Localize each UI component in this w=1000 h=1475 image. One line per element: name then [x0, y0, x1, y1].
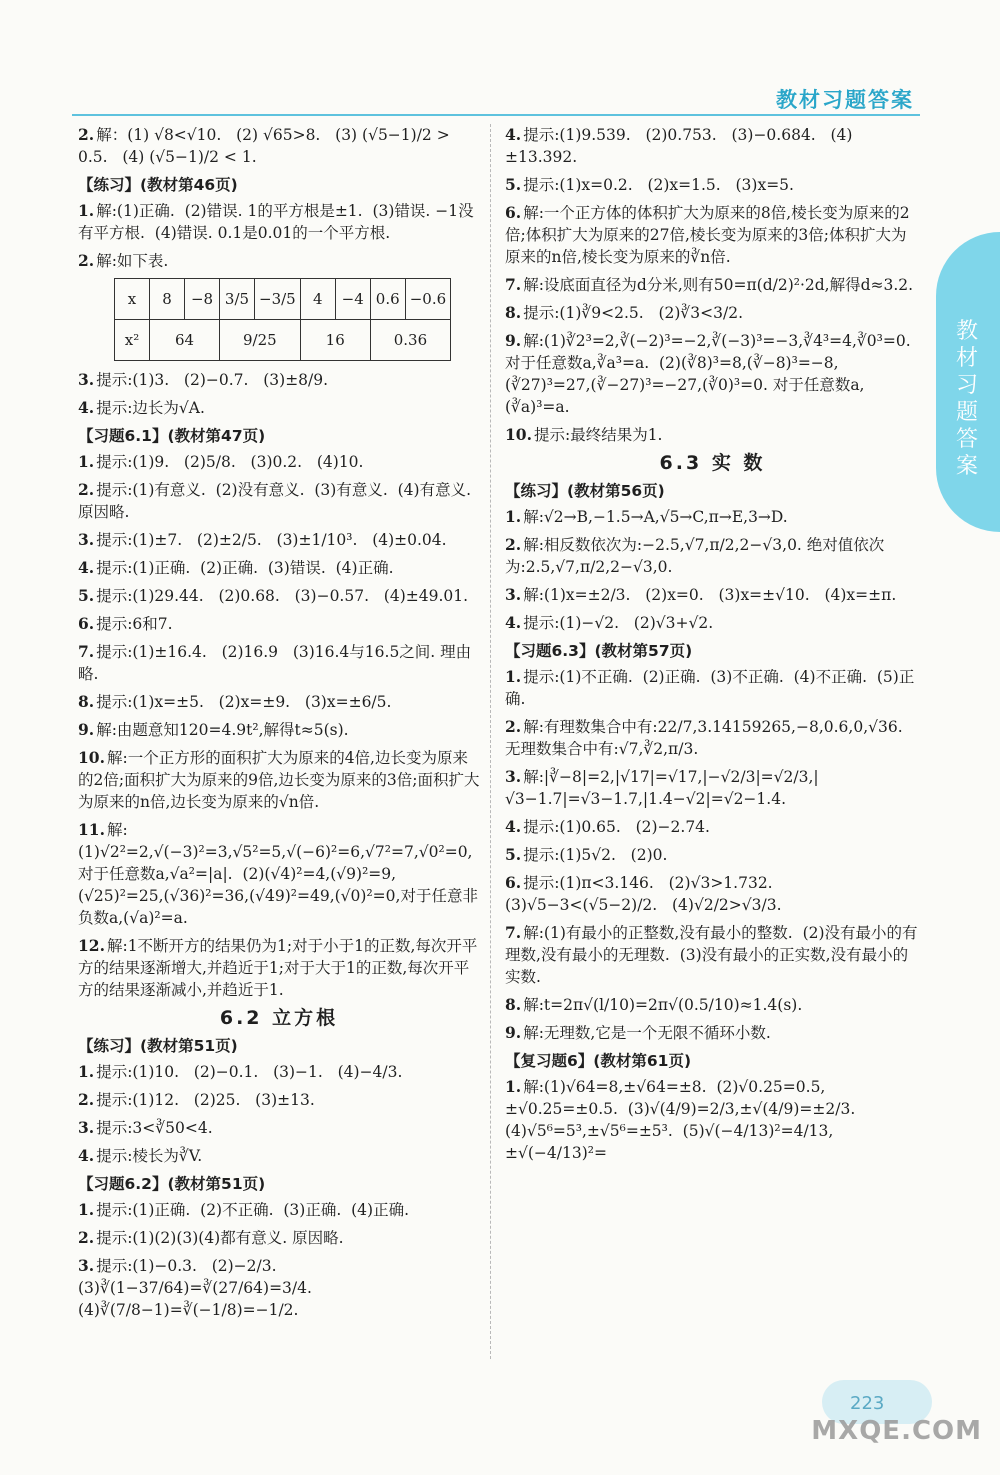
item-number: 11.	[78, 820, 105, 839]
item-number: 10.	[505, 425, 532, 444]
left-column	[78, 124, 480, 1327]
item-number: 4.	[78, 1146, 95, 1165]
section-heading: 【习题6.1】(教材第47页)	[78, 427, 266, 445]
table-cell: 8	[150, 279, 185, 320]
item-number: 3.	[78, 1118, 95, 1137]
item-number: 3.	[78, 1256, 95, 1275]
item-number: 1.	[505, 667, 522, 686]
table-cell: 4	[300, 279, 335, 320]
answer-item	[78, 1117, 480, 1139]
item-number: 6.	[505, 873, 522, 892]
section-heading: 【复习题6】(教材第61页)	[505, 1052, 692, 1070]
header-title: 教材习题答案	[776, 88, 914, 112]
right-column	[505, 124, 920, 1170]
item-number: 8.	[505, 303, 522, 322]
item-text: 解:无理数,它是一个无限不循环小数.	[523, 1024, 771, 1042]
table-cell: −0.6	[405, 279, 450, 320]
item-text: 解:(1)x=±2/3. (2)x=0. (3)x=±√10. (4)x=±π.	[523, 586, 897, 604]
item-text: 提示:(1)正确. (2)不正确. (3)正确. (4)正确.	[96, 1201, 410, 1219]
item-text: 提示:(1)±7. (2)±2/5. (3)±1/10³. (4)±0.04.	[96, 531, 447, 549]
item-text: 提示:(1)12. (2)25. (3)±13.	[96, 1091, 315, 1109]
item-number: 5.	[78, 586, 95, 605]
item-text: 提示:(1)有意义. (2)没有意义. (3)有意义. (4)有意义. 原因略.	[78, 481, 476, 521]
item-number: 1.	[505, 1077, 522, 1096]
side-tab-label: 教材习题答案	[955, 319, 978, 479]
item-number: 1.	[78, 452, 95, 471]
item-number: 4.	[505, 613, 522, 632]
answer-item	[78, 641, 480, 685]
answer-item	[505, 994, 920, 1016]
square-table	[114, 278, 451, 361]
item-text: 解:一个正方形的面积扩大为原来的4倍,边长变为原来的2倍;面积扩大为原来的9倍,边长变为原来的3倍;面积扩大为原来的n倍,边长变为原来的√n倍.	[78, 749, 480, 811]
answer-item	[505, 506, 920, 528]
answer-item	[78, 1255, 480, 1321]
item-number: 5.	[505, 175, 522, 194]
item-text: 提示:边长为√A.	[96, 399, 205, 417]
item-number: 1.	[78, 201, 95, 220]
section-heading: 【习题6.3】(教材第57页)	[505, 642, 693, 660]
item-text: 解:1不断开方的结果仍为1;对于小于1的正数,每次开平方的结果逐渐增大,并趋近于1;对于大于1的正数,每次开平方的结果逐渐减小,并趋近于1.	[78, 937, 478, 999]
item-number: 4.	[505, 817, 522, 836]
answer-item	[505, 202, 920, 268]
item-number: 9.	[78, 720, 95, 739]
item-text: 解:√2→B,−1.5→A,√5→C,π→E,3→D.	[523, 508, 788, 526]
item-text: 提示:(1)−0.3. (2)−2/3. (3)∛(1−37/64)=∛(27/64)=3/4. (4)∛(7/8−1)=∛(−1/8)=−1/2.	[78, 1257, 327, 1319]
item-text: 解:(1)√2²=2,√(−3)²=3,√5²=5,√(−6)²=6,√7²=7,√0²=0,对于任意数a,√a²=|a|. (2)(√4)²=4,(√9)²=9,(√25)²=25,(√36)²=36,(√49)²=49,(√0)²=0,对于任意非负数a,(√a)²=a.	[78, 821, 478, 927]
section-heading: 【练习】(教材第46页)	[78, 176, 238, 194]
answer-item	[78, 1145, 480, 1167]
answer-item	[505, 612, 920, 634]
table-cell: −8	[185, 279, 220, 320]
item-text: 解:(1)√64=8,±√64=±8. (2)√0.25=0.5,±√0.25=±0.5. (3)√(4/9)=2/3,±√(4/9)=±2/3. (4)√5⁶=5³,±√5⁶=±5³. (5)√(−4/13)²=4/13,±√(−4/13)²=	[505, 1078, 866, 1162]
item-number: 3.	[505, 767, 522, 786]
item-text: 提示:(1)(2)(3)(4)都有意义. 原因略.	[96, 1229, 344, 1247]
item-text: 解:|∛−8|=2,|√17|=√17,|−√2/3|=√2/3,|√3−1.7|=√3−1.7,|1.4−√2|=√2−1.4.	[505, 768, 819, 808]
answer-item	[505, 666, 920, 710]
item-text: 提示:6和7.	[96, 615, 173, 633]
item-number: 6.	[505, 203, 522, 222]
item-text: 提示:(1)不正确. (2)正确. (3)不正确. (4)不正确. (5)正确.	[505, 668, 915, 708]
section-heading: 【练习】(教材第56页)	[505, 482, 665, 500]
item-number: 8.	[78, 692, 95, 711]
item-number: 7.	[505, 923, 522, 942]
item-text: 提示:(1)±16.4. (2)16.9 (3)16.4与16.5之间. 理由略.	[78, 643, 472, 683]
item-number: 4.	[78, 558, 95, 577]
item-text: 提示:(1)5√2. (2)0.	[523, 846, 668, 864]
table-cell: 3/5	[220, 279, 255, 320]
answer-item	[505, 274, 920, 296]
chapter-title: 6.3 实 数	[659, 452, 766, 474]
answer-item	[505, 424, 920, 446]
item-text: 解:(1)有最小的正整数,没有最小的整数. (2)没有最小的有理数,没有最小的无理数. (3)没有最小的正实数,没有最小的实数.	[505, 924, 918, 986]
item-number: 9.	[505, 331, 522, 350]
answer-item	[78, 719, 480, 741]
item-number: 4.	[78, 398, 95, 417]
answer-item	[505, 330, 920, 418]
item-number: 10.	[78, 748, 105, 767]
answer-item	[78, 124, 480, 168]
answer-item	[78, 935, 480, 1001]
answer-item	[78, 613, 480, 635]
item-number: 6.	[78, 614, 95, 633]
item-text: 提示:(1)−√2. (2)√3+√2.	[523, 614, 714, 632]
item-text: 解:由题意知120=4.9t²,解得t≈5(s).	[96, 721, 349, 739]
answer-item	[78, 479, 480, 523]
table-cell: −3/5	[255, 279, 301, 320]
item-number: 7.	[78, 642, 95, 661]
table-cell: 0.6	[370, 279, 405, 320]
item-text: 提示:(1)9.539. (2)0.753. (3)−0.684. (4)±13.392.	[505, 126, 853, 166]
answer-item	[78, 451, 480, 473]
answer-item	[505, 844, 920, 866]
header-rule	[72, 114, 920, 116]
table-row	[115, 320, 451, 361]
answer-item	[78, 397, 480, 419]
item-text: 提示:3<∛50<4.	[96, 1119, 213, 1137]
item-number: 4.	[505, 125, 522, 144]
item-text: 解:(1)∛2³=2,∛(−2)³=−2,∛(−3)³=−3,∛4³=4,∛0³=0. 对于任意数a,∛a³=a. (2)(∛8)³=8,(∛−8)³=−8,(∛27)³=27,(∛−27)³=−27,(∛0)³=0. 对于任意数a,(∛a)³=a.	[505, 332, 916, 416]
answer-item	[78, 1199, 480, 1221]
item-number: 1.	[505, 507, 522, 526]
item-number: 3.	[505, 585, 522, 604]
item-text: 提示:(1)x=0.2. (2)x=1.5. (3)x=5.	[523, 176, 794, 194]
answer-item	[505, 124, 920, 168]
item-number: 3.	[78, 530, 95, 549]
answer-item	[505, 816, 920, 838]
section-heading: 【练习】(教材第51页)	[78, 1037, 238, 1055]
answer-item	[78, 819, 480, 929]
table-cell: −4	[335, 279, 370, 320]
table-row	[115, 279, 451, 320]
item-number: 2.	[78, 1090, 95, 1109]
table-cell: x²	[115, 320, 150, 361]
item-text: 提示:(1)0.65. (2)−2.74.	[523, 818, 710, 836]
item-number: 8.	[505, 995, 522, 1014]
answer-item	[78, 557, 480, 579]
item-number: 2.	[505, 717, 522, 736]
table-cell: 0.36	[370, 320, 450, 361]
table-cell: 64	[150, 320, 220, 361]
chapter-title: 6.2 立方根	[219, 1007, 339, 1029]
item-text: 解:有理数集合中有:22/7,3.14159265,−8,0.6,0,√36. 无理数集合中有:√7,∛2,π/3.	[505, 718, 913, 758]
item-text: 提示:(1)x=±5. (2)x=±9. (3)x=±6/5.	[96, 693, 392, 711]
item-number: 2.	[78, 251, 95, 270]
page-number: 223	[850, 1393, 885, 1414]
item-text: 提示:(1)正确. (2)正确. (3)错误. (4)正确.	[96, 559, 394, 577]
answer-item	[505, 716, 920, 760]
item-text: 解:一个正方体的体积扩大为原来的8倍,棱长变为原来的2倍;体积扩大为原来的27倍,棱长变为原来的3倍;体积扩大为原来的n倍,棱长变为原来的∛n倍.	[505, 204, 910, 266]
item-text: 提示:(1)29.44. (2)0.68. (3)−0.57. (4)±49.01.	[96, 587, 469, 605]
item-text: 提示:棱长为∛V.	[96, 1147, 203, 1165]
item-text: 提示:(1)3. (2)−0.7. (3)±8/9.	[96, 371, 329, 389]
answer-item	[505, 922, 920, 988]
item-number: 7.	[505, 275, 522, 294]
item-number: 1.	[78, 1200, 95, 1219]
item-number: 2.	[78, 125, 95, 144]
watermark-logo: MXQE.COM	[811, 1416, 982, 1446]
item-number: 12.	[78, 936, 105, 955]
item-number: 9.	[505, 1023, 522, 1042]
answer-item	[505, 174, 920, 196]
item-text: 提示:(1)10. (2)−0.1. (3)−1. (4)−4/3.	[96, 1063, 403, 1081]
section-heading: 【习题6.2】(教材第51页)	[78, 1175, 266, 1193]
item-text: 提示:(1)∛9<2.5. (2)∛3<3/2.	[523, 304, 744, 322]
answer-item	[505, 1022, 920, 1044]
item-text: 解：(1) √8<√10. (2) √65>8. (3) (√5−1)/2 > 0.5. (4) (√5−1)/2 < 1.	[78, 126, 455, 166]
answer-item	[78, 1089, 480, 1111]
answer-item	[78, 369, 480, 391]
answer-item	[505, 584, 920, 606]
answer-item	[505, 872, 920, 916]
answer-item	[78, 747, 480, 813]
item-number: 3.	[78, 370, 95, 389]
item-text: 提示:最终结果为1.	[533, 426, 663, 444]
item-text: 提示:(1)π<3.146. (2)√3>1.732. (3)√5−3<(√5−2)/2. (4)√2/2>√3/3.	[505, 874, 788, 914]
answer-item	[78, 529, 480, 551]
table-cell: 16	[300, 320, 370, 361]
item-number: 2.	[78, 480, 95, 499]
column-divider	[490, 124, 491, 1359]
answer-item	[78, 1227, 480, 1249]
answer-item	[505, 534, 920, 578]
answer-item	[505, 1076, 920, 1164]
item-number: 1.	[78, 1062, 95, 1081]
answer-item	[78, 1061, 480, 1083]
table-cell: 9/25	[220, 320, 301, 361]
table-cell: x	[115, 279, 150, 320]
answer-item	[78, 585, 480, 607]
answer-item	[78, 200, 480, 244]
item-number: 2.	[78, 1228, 95, 1247]
item-text: 解:如下表.	[96, 252, 169, 270]
item-number: 5.	[505, 845, 522, 864]
item-text: 解:t=2π√(l/10)=2π√(0.5/10)≈1.4(s).	[523, 996, 803, 1014]
answer-item	[78, 250, 480, 272]
item-text: 解:设底面直径为d分米,则有50=π(d/2)²·2d,解得d≈3.2.	[523, 276, 914, 294]
item-text: 解:(1)正确. (2)错误. 1的平方根是±1. (3)错误. −1没有平方根. (4)错误. 0.1是0.01的一个平方根.	[78, 202, 474, 242]
item-number: 2.	[505, 535, 522, 554]
item-text: 提示:(1)9. (2)5/8. (3)0.2. (4)10.	[96, 453, 364, 471]
answer-item	[78, 691, 480, 713]
answer-item	[505, 302, 920, 324]
item-text: 解:相反数依次为:−2.5,√7,π/2,2−√3,0. 绝对值依次为:2.5,√7,π/2,2−√3,0.	[505, 536, 885, 576]
answer-item	[505, 766, 920, 810]
